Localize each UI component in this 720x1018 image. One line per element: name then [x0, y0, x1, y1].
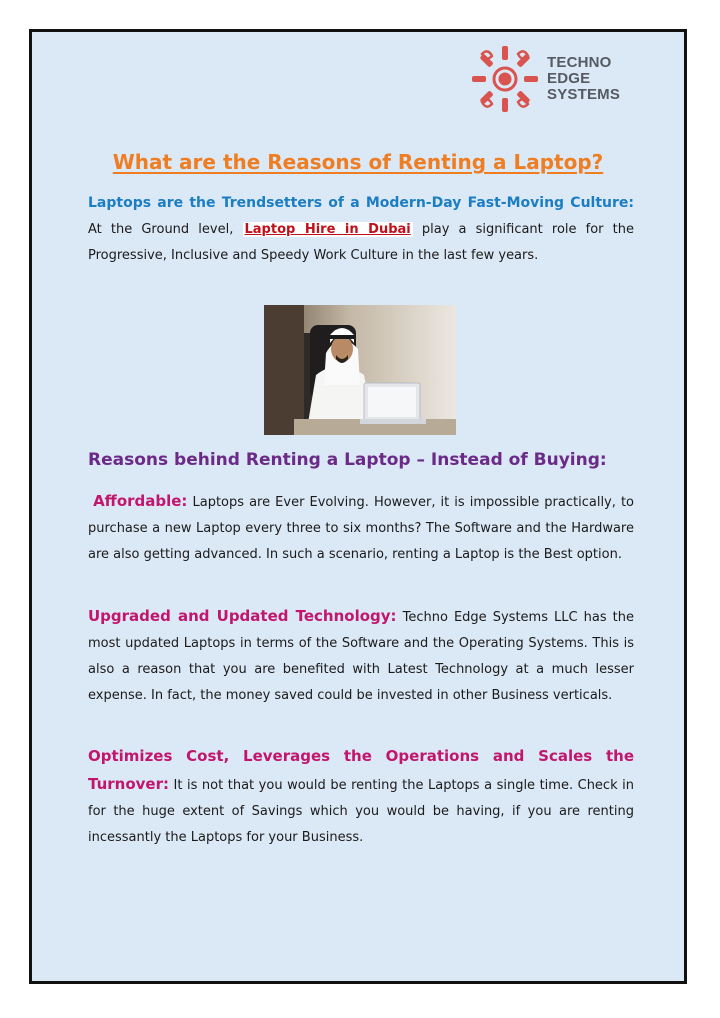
reason-upgraded-lead: Upgraded and Updated Technology: — [88, 607, 397, 625]
reason-affordable — [88, 488, 634, 568]
intro-lead: Laptops are the Trendsetters of a Modern-Day Fast-Moving Culture: — [88, 195, 634, 211]
laptop-hire-dubai-link[interactable]: Laptop Hire in Dubai — [244, 222, 411, 237]
reason-optimizes-text: It is not that you would be renting the Laptops a single time. Check in for the huge extent of Savings which you would be having, if you are renting incessantly the Laptops for your Business. — [88, 778, 634, 845]
logo-line-2: EDGE — [547, 70, 591, 87]
intro-paragraph — [88, 190, 634, 269]
gear-logo-icon — [470, 44, 540, 114]
company-logo[interactable] — [470, 44, 620, 114]
reason-upgraded-technology — [88, 603, 634, 709]
reason-upgraded-text: Techno Edge Systems LLC has the most updated Laptops in terms of the Software and the Operating Systems. This is also a reason that you are benefited with Latest Technology at a much lesser expense. In fact, the money saved could be invested in other Business verticals. — [88, 610, 634, 703]
logo-line-3: SYSTEMS — [547, 86, 621, 103]
logo-wordmark — [547, 55, 620, 103]
reason-optimizes-lead: Optimizes Cost, Leverages the Operations and Scales the Turnover: — [88, 747, 634, 793]
reason-affordable-lead: Affordable: — [93, 492, 188, 510]
section-heading: Reasons behind Renting a Laptop – Instead of Buying: — [88, 450, 607, 470]
intro-text-before: At the Ground level, — [88, 222, 243, 237]
intro-text-after: play a significant role for the Progressive, Inclusive and Speedy Work Culture in the last few years. — [88, 222, 634, 263]
reason-affordable-text: Laptops are Ever Evolving. However, it is impossible practically, to purchase a new Laptop every three to six months? The Software and the Hardware are also getting advanced. In such a scenario, renting a Laptop is the Best option. — [88, 495, 634, 562]
logo-line-1: TECHNO — [547, 54, 612, 71]
page-title: What are the Reasons of Renting a Laptop? — [112, 150, 604, 174]
document-page — [29, 29, 687, 984]
reason-optimizes-cost — [88, 743, 634, 851]
office-man-laptop-photo — [264, 305, 456, 435]
